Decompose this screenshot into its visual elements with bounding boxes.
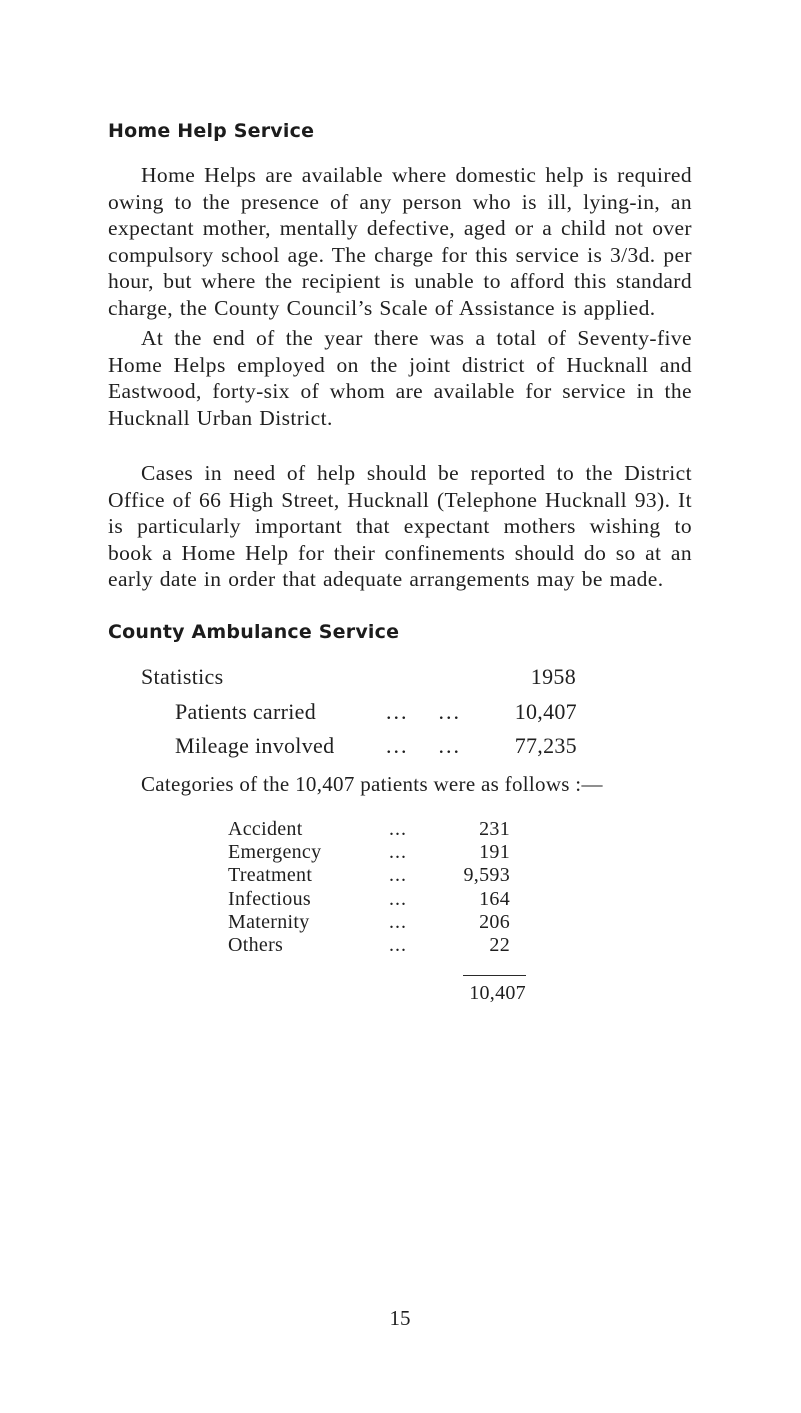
page-number: 15 xyxy=(389,1306,411,1330)
category-value: 22 xyxy=(489,934,510,956)
home-help-paragraph-1: Home Helps are available where domestic help is required owing to the presence of any person who is ill, lying-in, an expectant mother, mentally defective, aged or a child not over compulsory school age. The charge for this service is 3/3d. per hour, but where the recipient is unable to afford this standard charge, the County Council’s Scale of Assistance is applied. xyxy=(108,163,692,320)
categories-intro: Categories of the 10,407 patients were as follows :— xyxy=(141,772,603,796)
category-value: 206 xyxy=(479,910,510,933)
category-row-maternity xyxy=(228,911,548,935)
statistics-year: 1958 xyxy=(530,664,576,689)
category-value: 191 xyxy=(479,841,510,864)
category-row-others xyxy=(228,934,548,958)
stat-row-patients-carried xyxy=(175,699,577,727)
categories-total: 10,407 xyxy=(469,982,526,1005)
category-row-treatment xyxy=(228,864,548,888)
category-label: Others xyxy=(228,934,284,956)
category-label: Treatment xyxy=(228,864,313,887)
stat-label: Mileage involved xyxy=(175,733,335,758)
category-leader-dots: ... xyxy=(389,934,407,956)
ambulance-heading: County Ambulance Service xyxy=(108,621,400,643)
category-value: 231 xyxy=(479,818,510,840)
category-leader-dots: ... xyxy=(389,864,407,887)
category-value: 9,593 xyxy=(463,864,510,887)
stat-value: 10,407 xyxy=(514,699,577,724)
category-label: Infectious xyxy=(228,887,311,910)
category-label: Accident xyxy=(228,818,303,840)
category-value: 164 xyxy=(479,887,510,910)
stat-row-mileage-involved xyxy=(175,733,577,761)
category-label: Maternity xyxy=(228,910,310,933)
category-leader-dots: ... xyxy=(389,910,407,933)
category-row-infectious xyxy=(228,888,548,912)
stat-leader-dots: ... ... xyxy=(386,699,461,724)
category-label: Emergency xyxy=(228,841,322,864)
stat-leader-dots: ... ... xyxy=(386,733,461,758)
category-leader-dots: ... xyxy=(389,841,407,864)
home-help-heading: Home Help Service xyxy=(108,120,315,142)
category-row-accident xyxy=(228,818,548,842)
total-rule xyxy=(463,975,526,976)
stat-label: Patients carried xyxy=(175,699,317,724)
home-help-paragraph-3: Cases in need of help should be reported to the District Office of 66 High Street, Hucknall (Telephone Hucknall 93). It is particularly important that expectant mothers wishing to book a Home Help for their confinements should do so at an early date in order that adequate arrangements may be made. xyxy=(108,461,692,591)
stat-value: 77,235 xyxy=(514,733,577,758)
category-leader-dots: ... xyxy=(389,818,407,840)
statistics-label: Statistics xyxy=(141,664,224,689)
category-leader-dots: ... xyxy=(389,887,407,910)
home-help-paragraph-2: At the end of the year there was a total of Seventy-five Home Helps employed on the joint district of Hucknall and Eastwood, forty-six of whom are available for service in the Hucknall Urban District. xyxy=(108,326,692,430)
category-row-emergency xyxy=(228,841,548,865)
